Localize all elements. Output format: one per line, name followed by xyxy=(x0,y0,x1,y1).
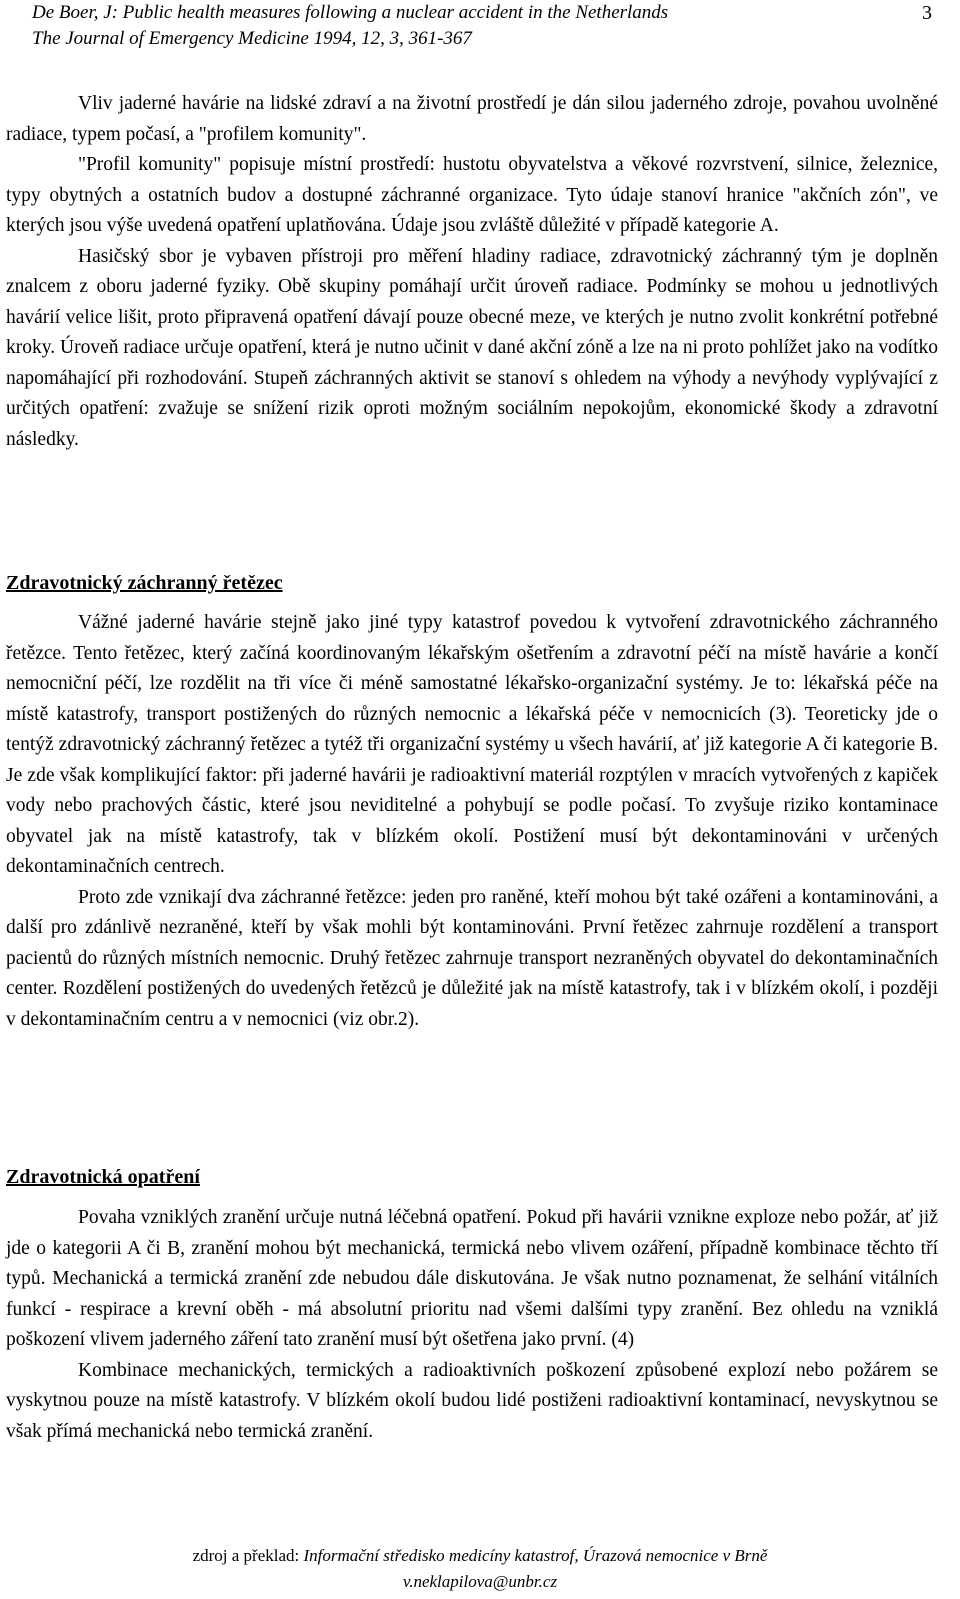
header-journal-line: The Journal of Emergency Medicine 1994, 12, 3, 361-367 xyxy=(32,28,472,49)
section-heading-rescue-chain: Zdravotnický záchranný řetězec xyxy=(6,572,283,594)
paragraph: Povaha vzniklých zranění určuje nutná léčebná opatření. Pokud při havárii vznikne exploze nebo požár, ať již jde o kategorii A či B, zranění mohou být mechanická, termická nebo vlivem ozáření, případně kombinace těchto tří typů. Mechanická a termická zranění zde nebudou dále diskutována. Je však nutno poznamenat, že selhání vitálních funkcí - respirace a krevní oběh - má absolutní prioritu nad všemi dalšími typy zranění. Bez ohledu na vzniklá poškození vlivem jaderného záření tato zranění musí být ošetřena jako první. (4) xyxy=(6,1207,938,1350)
section-intro xyxy=(6,89,938,455)
paragraph: Proto zde vznikají dva záchranné řetězce: jeden pro raněné, kteří mohou být také ozářeni a kontaminováni, a další pro zdánlivě nezraněné, kteří by však mohli být kontaminováni. První řetězec zahrnuje rozdělení a transport pacientů do různých místních nemocnic. Druhý řetězec zahrnuje transport nezraněných obyvatel do dekontaminačních center. Rozdělení postižených do uvedených řetězců je důležité jak na místě katastrofy, tak i v blízkém okolí, i později v dekontaminačním centru a v nemocnici (viz obr.2). xyxy=(6,886,938,1030)
section-heading-medical-measures: Zdravotnická opatření xyxy=(6,1166,200,1188)
footer-label: zdroj a překlad: xyxy=(192,1546,304,1565)
paragraph: Kombinace mechanických, termických a radioaktivních poškození způsobené explozí nebo požárem se vyskytnou pouze na místě katastrofy. V blízkém okolí budou lidé postiženi radioaktivní kontaminací, nevyskytnou se však přímá mechanická nebo termická zranění. xyxy=(6,1359,938,1442)
paragraph: Vliv jaderné havárie na lidské zdraví a na životní prostředí je dán silou jaderného zdroje, povahou uvolněné radiace, typem počasí, a "profilem komunity". xyxy=(6,93,938,145)
section-rescue-chain xyxy=(6,608,938,1035)
paragraph: Hasičský sbor je vybaven přístroji pro měření hladiny radiace, zdravotnický záchranný tým je doplněn znalcem z oboru jaderné fyziky. Obě skupiny pomáhají určit úroveň radiace. Podmínky se mohou u jednotlivých havárií velice lišit, proto připravená opatření dávají pouze obecné meze, ve kterých je nutno zvolit konkrétní potřebné kroky. Úroveň radiace určuje opatření, která je nutno učinit v dané akční zóně a lze na ni proto pohlížet jako na vodítko napomáhající při rozhodování. Stupeň záchranných aktivit se stanoví s ohledem na výhody a nevýhody vyplývající z určitých opatření: zvažuje se snížení rizik oproti možným sociálním nepokojům, ekonomické škody a zdravotní následky. xyxy=(6,245,938,450)
page-number: 3 xyxy=(922,2,932,24)
paragraph: Vážné jaderné havárie stejně jako jiné typy katastrof povedou k vytvoření zdravotnického záchranného řetězce. Tento řetězec, který začíná koordinovaným lékařským ošetřením a zdravotní péčí na místě havárie a končí nemocniční péčí, lze rozdělit na tři více či méně samostatné lékařsko-organizační systémy. Je to: lékařská péče na místě katastrofy, transport postižených do různých nemocnic a lékařská péče v nemocnicích (3). Teoreticky jde o tentýž zdravotnický záchranný řetězec a tytéž tři organizační systémy u všech havárií, ať již kategorie A či kategorie B. Je zde však komplikující faktor: při jaderné havárii je radioaktivní materiál rozptýlen v mracích vytvořených z kapiček vody nebo prachových částic, které jsou neviditelné a pohybují se podle počasí. To zvyšuje riziko kontaminace obyvatel jak na místě katastrofy, tak v blízkém okolí. Postižení musí být dekontaminováni v určených dekontaminačních centrech. xyxy=(6,612,938,877)
footer-source: Informační středisko medicíny katastrof, Úrazová nemocnice v Brně xyxy=(303,1546,768,1565)
footer-email: v.neklapilova@unbr.cz xyxy=(402,1572,558,1591)
section-medical-measures xyxy=(6,1203,938,1447)
running-header xyxy=(32,0,940,52)
paragraph: "Profil komunity" popisuje místní prostředí: hustotu obyvatelstva a věkové rozvrstvení, silnice, železnice, typy obytných a ostatních budov a dostupné záchranné organizace. Tyto údaje stanoví hranice "akčních zón", ve kterých jsou výše uvedená opatření uplatňována. Údaje jsou zvláště důležité v případě kategorie A. xyxy=(6,154,938,236)
page-footer xyxy=(0,1543,960,1595)
header-citation-line: De Boer, J: Public health measures following a nuclear accident in the Netherlands xyxy=(32,2,669,23)
